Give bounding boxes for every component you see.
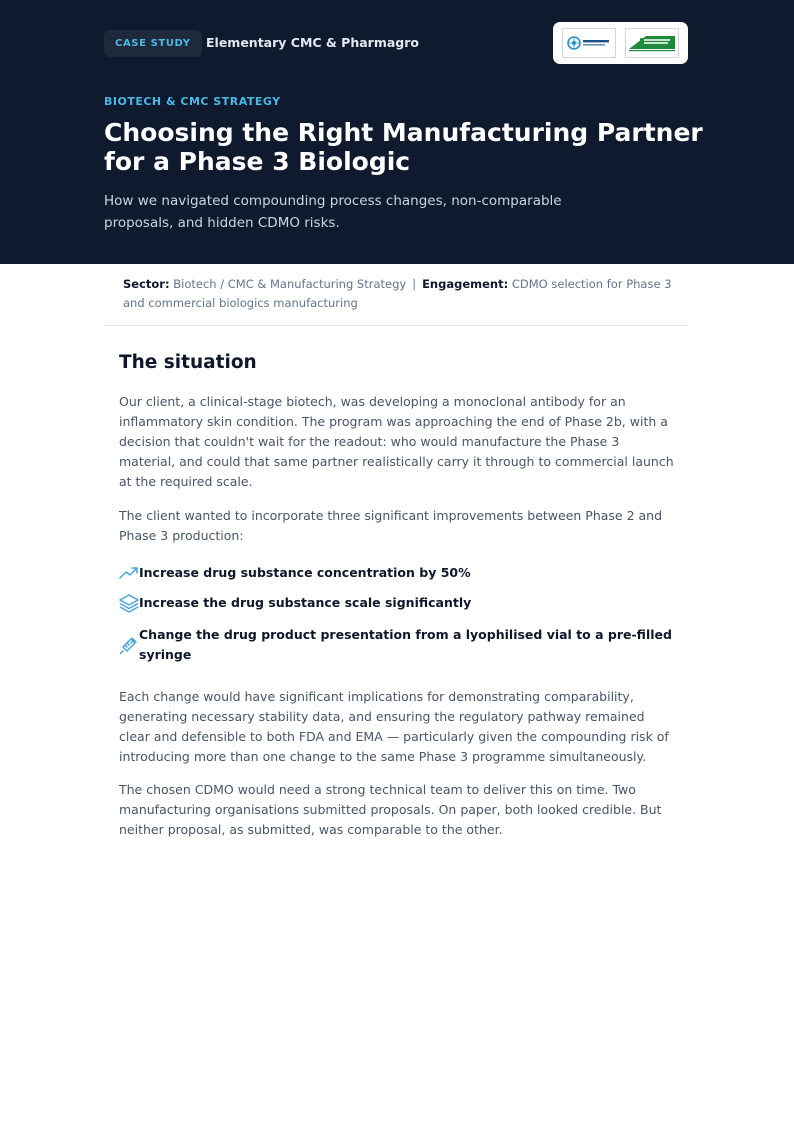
engagement-value: CDMO selection for Phase 3 and commercial biologics manufacturing	[123, 277, 672, 310]
brand-name: Elementary CMC & Pharmagro	[206, 35, 419, 50]
situation-paragraph-2: The client wanted to incorporate three significant improvements between Phase 2 and Phase 3 production:	[119, 508, 663, 543]
bullet-text: Increase the drug substance scale significantly	[139, 595, 472, 610]
situation-paragraph-3: Each change would have significant implications for demonstrating comparability, generating necessary stability data, and ensuring the regulatory pathway remained clear and defensible to both FDA and EMA — particularly given the compounding risk of introducing more than one change to the same Phase 3 programme simultaneously.	[119, 689, 669, 764]
section-divider	[104, 325, 688, 326]
bullet-item	[119, 593, 679, 613]
syringe-icon	[119, 635, 139, 655]
situation-paragraph-4: The chosen CDMO would need a strong technical team to deliver this on time. Two manufacturing organisations submitted proposals. On paper, both looked credible. But neither proposal, as submitted, was comparable to the other.	[119, 782, 662, 837]
elementary-logo	[562, 28, 616, 58]
bullet-text: Change the drug product presentation from a lyophilised vial to a pre-filled syringe	[139, 627, 672, 662]
section-heading: The situation	[119, 352, 257, 373]
bullet-text: Increase drug substance concentration by 50%	[139, 565, 471, 580]
bullet-item	[119, 563, 679, 583]
hero-banner	[0, 0, 794, 264]
situation-paragraph-1: Our client, a clinical-stage biotech, was developing a monoclonal antibody for an inflammatory skin condition. The program was approaching the end of Phase 2b, with a decision that couldn't wait for the readout: who would manufacture the Phase 3 material, and could that same partner realistically carry it through to commercial launch at the required scale.	[119, 394, 674, 489]
page-title: Choosing the Right Manufacturing Partner for a Phase 3 Biologic	[104, 118, 703, 176]
pharmagro-logo	[625, 28, 679, 58]
sector-label: Sector:	[123, 277, 170, 291]
engagement-meta	[123, 275, 678, 313]
layers-icon	[119, 593, 139, 613]
page-subtitle: How we navigated compounding process changes, non-comparable proposals, and hidden CDMO risks.	[104, 193, 562, 231]
case-study-badge: CASE STUDY	[104, 30, 202, 57]
meta-separator: |	[412, 277, 417, 291]
sector-value: Biotech / CMC & Manufacturing Strategy	[173, 277, 407, 291]
category-kicker: BIOTECH & CMC STRATEGY	[104, 95, 281, 108]
bullet-item	[119, 625, 679, 665]
trending-up-icon	[119, 563, 139, 583]
partner-logos	[553, 22, 688, 64]
engagement-label: Engagement:	[422, 277, 509, 291]
